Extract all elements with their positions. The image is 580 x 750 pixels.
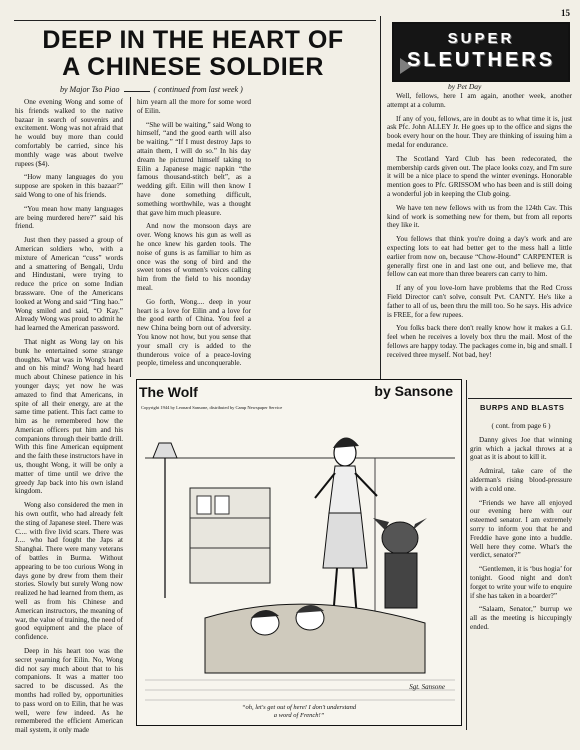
caption-line-1: “oh, let's get out of here! I don't understand xyxy=(241,704,357,711)
sleuthers-paragraph: You fellows that think you're doing a day's work and are expecting lots to eat had better get to the mess hall a little earlier from now on, because “Chow-Hound” CARPENTER is generally first one in and last one out, and believe me, that fellow can eat more than three bearers can carry to him. xyxy=(387,235,572,279)
burps-paragraph: Admiral, take care of the alderman's rising blood-pressure with a cold one. xyxy=(470,467,572,493)
cartoon-copyright: Copyright 1944 by Leonard Sansone, distributed by Camp Newspaper Service xyxy=(141,405,283,410)
super-sleuthers-logo xyxy=(392,22,570,82)
top-rule xyxy=(14,20,376,21)
sleuthers-paragraph: The Scotland Yard Club has been redecorated, the membership cards given out. The place looks cozy, and I'm sure it will be a nice place to spend the winter evenings. Honorable mention goes to Pfc. GRISSOM who has been and is still doing a wonderful job in keeping the Club going. xyxy=(387,154,572,198)
article-paragraph: “How many languages do you suppose are spoken in this bazaar?” said Wong to one of his friends. xyxy=(15,173,123,199)
logo-line-1: SUPER xyxy=(447,30,515,47)
article-paragraph: “She will be waiting,” said Wong to himself, “and the good earth will also be waiting.” “If I must destroy Japs to attain them, I will do so.” In his day dream he pictured himself taking to Eilin a Japanese magic napkin “the famous thousand-stitch belt”, as a wedding gift. Eilin will then know I have done something difficult, something worthwhile, was a thought that gave him much pleasure. xyxy=(137,120,251,217)
article-paragraph: And now the monsoon days are over. Wong knows his gun as well as he once knew his garden tools. The noise of guns is as familiar to him as once was the song of bird and the sweet tones of women's voices calling him from the field to his noonday meal. xyxy=(137,222,251,292)
burps-paragraph: ( cont. from page 6 ) xyxy=(491,422,551,430)
sleuthers-column xyxy=(387,92,572,365)
cartoon-byline: by Sansone xyxy=(374,383,453,399)
headline-line-1: DEEP IN THE HEART OF xyxy=(42,26,344,54)
page-number: 15 xyxy=(561,8,570,18)
sleuthers-paragraph: If any of you, fellows, are in doubt as to what time it is, just ask Pfc. John ALLEY Jr. He goes up to the office and signs the book every hour on the hour. They are thinking of issuing him a medal for endurance. xyxy=(387,114,572,149)
cartoon-caption xyxy=(137,704,461,720)
article-paragraph: One evening Wong and some of his friends walked to the native bazaar in search of souvenirs and excitement. Wong was not afraid that he would buy more than could comfortably be carried, since his monthly wage was about twelve rupees ($4). xyxy=(15,98,123,168)
sleuthers-paragraph: You folks back there don't really know how it makes a G.I. feel when he receives a lovely box thru the mail. Most of the fellows are happy today. The packages come in, big and small. I received three myself. Not bad, hey! xyxy=(387,324,572,359)
wolf-cartoon xyxy=(136,379,462,726)
burps-column xyxy=(470,422,572,637)
logo-line-2: SLEUTHERS xyxy=(406,49,556,71)
headline-line-2: A CHINESE SOLDIER xyxy=(62,53,324,81)
column-rule xyxy=(130,97,131,377)
sleuthers-paragraph: Well, fellows, here I am again, another week, another attempt at a column. xyxy=(387,92,572,109)
article-headline xyxy=(12,27,374,81)
burps-paragraph: Danny gives Joe that winning grin which a jackal throws at a goat as it is about to kill it. xyxy=(470,435,572,462)
sleuthers-byline: by Pet Day xyxy=(448,82,482,91)
cartoon-title: The Wolf xyxy=(139,384,198,400)
caption-line-2: a word of French!” xyxy=(273,712,325,719)
article-column-1 xyxy=(15,98,123,740)
burps-paragraph: “Salaam, Senator,” burrup we all as the meeting is hiccupingly ended. xyxy=(470,605,572,631)
article-paragraph: Just then they passed a group of American soldiers who, with a mixture of American “cuss” words and a smattering of Bengali, Urdu and Hindustani, were trying to reduce the price on some Indian brassware. One of the Americans looked at Wong and said “Ting hao.” Wong smiled and said, “O Kay.” Already Wong was proud to admit he had learned the American password. xyxy=(15,236,123,333)
article-paragraph: him yearn all the more for some word of Eilin. xyxy=(137,98,251,115)
sleuthers-paragraph: If any of you love-lorn have problems that the Red Cross Field Director can't solve, consult Pvt. CANTY. He's like a father to all of us, been thru the mill too. So he says. His advice is FREE, for a few rupees. xyxy=(387,284,572,319)
section-rule xyxy=(468,398,572,399)
article-paragraph: “You mean how many languages are being murdered here?” said his friend. xyxy=(15,204,123,231)
article-column-2 xyxy=(137,98,251,373)
sleuthers-paragraph: We have ten new fellows with us from the 124th Cav. This kind of work is something new for them, but from all reports they like it. xyxy=(387,203,572,230)
column-rule xyxy=(466,380,467,730)
burps-title: BURPS AND BLASTS xyxy=(480,403,565,412)
article-paragraph: That night as Wong lay on his bunk he entertained some strange thoughts. What was in Wong's heart and on his mind? Wong had heard much about Chinese patience in his younger days; yet now he was amazed to find that Americans, in spite of all their energy, are at the same time patient. This fact came to him as he remembered how the American officers put him and his companions through their battle drill. With this fine American equipment and the faith these instructors have in us, thought Wong, it will be only a matter of time until we drive the greedy Jap back into his own island kingdom. xyxy=(15,337,123,496)
burps-paragraph: “Gentlemen, it is ‘bus hogia’ for tonight. Good night and don't forget to write your wife to enquire if she has taken in a boarder?” xyxy=(470,565,572,600)
byline-author: by Major Tso Piao xyxy=(60,85,120,94)
burps-paragraph: “Friends we have all enjoyed our evening here with our esteemed senator. I am extremely sorry to inform you that he and Freddie have gone into a huddle. Well here they come. What's the verdict, senator?” xyxy=(470,498,572,560)
article-paragraph: Deep in his heart too was the secret yearning for Eilin. No, Wong did not say much about that to his companions. It was a matter too sacred to be discussed. As the months had rolled by, opportunities to pass word on to Eilin, that he was well, were few indeed. As he remembered the efficient American mail system, it only made xyxy=(15,647,123,735)
cartoon-illustration xyxy=(145,418,455,703)
article-paragraph: Go forth, Wong.... deep in your heart is a love for Eilin and a love for the good earth of China. You feel a new China being born out of adversity. You know not how, but you sense that your small cry is added to the thunderous voice of a peace-loving people, timeless and unconquerable. xyxy=(137,297,251,368)
byline-note: ( continued from last week ) xyxy=(153,85,243,94)
cartoon-signature: Sgt. Sansone xyxy=(409,683,445,691)
column-rule xyxy=(380,16,381,380)
article-byline xyxy=(60,85,243,94)
article-paragraph: Wong also considered the men in his own outfit, who had already felt the sting of Japanese steel. There was C.... with five livid scars. There was J.... who had fought the Japs at Shanghai. There were many veterans of battles in Burma. Without appearing to be too curious Wong in days gone by drew from them their stories. Slowly but surely Wong now realized he had learned from them, as well as from his Chinese and American instructors, the meaning of war, the value of training, the need of good equipment and the place of confidence. xyxy=(15,501,123,642)
